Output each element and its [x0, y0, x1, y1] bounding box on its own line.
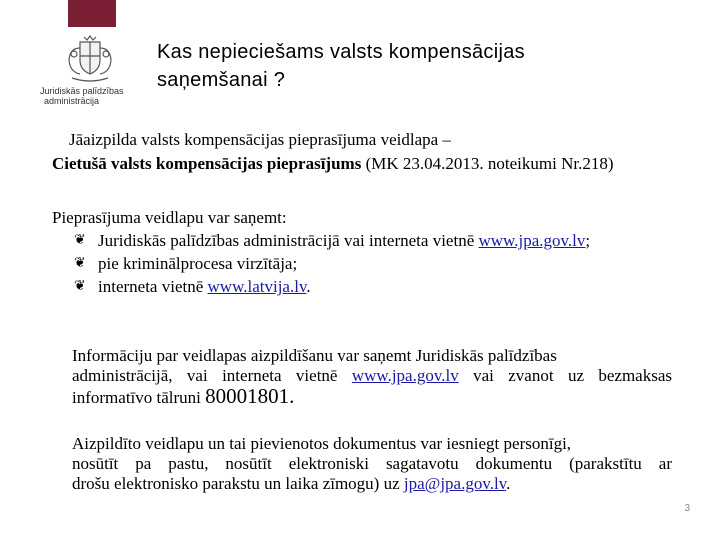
latvija-link[interactable]: www.latvija.lv [207, 277, 307, 296]
submit-line1: Aizpildīto veidlapu un tai pievienotos dokumentus var iesniegt personīgi, [72, 434, 572, 453]
obtain-list [52, 229, 702, 298]
list-item-text: pie kriminālprocesa virzītāja; [98, 254, 298, 273]
list-item: ❦ interneta vietnē www.latvija.lv. [74, 277, 311, 296]
fleuron-bullet-icon: ❦ [74, 232, 86, 248]
email-link[interactable]: jpa@jpa.gov.lv [403, 474, 507, 493]
accent-bar [68, 0, 116, 27]
form-name: Cietušā valsts kompensācijas pieprasījums [52, 154, 362, 173]
intro-line1: Jāaizpilda valsts kompensācijas pieprasījuma veidlapa – [69, 130, 451, 149]
info-line2: administrācijā, vai interneta vietnē www.jpa.gov.lv vai zvanot uz bezmaksas [72, 366, 672, 385]
title-line2: saņemšanai ? [157, 69, 286, 91]
list-item-text: interneta vietnē [98, 277, 208, 296]
submit-line3: drošu elektronisko parakstu un laika zīmogu) uz jpa@jpa.gov.lv. [72, 474, 511, 493]
info-line1: Informāciju par veidlapas aizpildīšanu var saņemt Juridiskās palīdzības [72, 346, 557, 365]
page-number: 3 [684, 503, 690, 514]
title-line1: Kas nepieciešams valsts kompensācijas [157, 41, 525, 63]
jpa-link[interactable]: www.jpa.gov.lv [478, 231, 586, 250]
fleuron-bullet-icon: ❦ [74, 278, 86, 294]
logo-line2: administrācija [44, 96, 100, 106]
intro-line2 [52, 152, 702, 176]
list-item: ❦ Juridiskās palīdzības administrācijā vai interneta vietnē www.jpa.gov.lv; [74, 231, 591, 250]
intro-paragraph [52, 128, 702, 176]
submit-paragraph [72, 434, 672, 494]
list-item-text: Juridiskās palīdzības administrācijā vai interneta vietnē [98, 231, 479, 250]
logo-line1: Juridiskās palīdzības [40, 86, 124, 96]
phone-number: 80001801 [205, 384, 290, 408]
fleuron-bullet-icon: ❦ [74, 255, 86, 271]
regulation-ref: (MK 23.04.2013. noteikumi Nr.218) [361, 154, 614, 173]
submit-line2: nosūtīt pa pastu, nosūtīt elektroniski sagatavotu dokumentu (parakstītu ar [72, 454, 672, 473]
logo [40, 34, 140, 106]
coat-of-arms-icon [62, 34, 118, 84]
slide-title [157, 38, 677, 94]
info-paragraph [72, 346, 672, 408]
jpa-link[interactable]: www.jpa.gov.lv [351, 366, 459, 385]
obtain-section [52, 206, 702, 298]
info-line3: informatīvo tālruni 80001801. [72, 384, 295, 408]
list-item [52, 252, 702, 275]
obtain-heading: Pieprasījuma veidlapu var saņemt: [52, 208, 287, 227]
